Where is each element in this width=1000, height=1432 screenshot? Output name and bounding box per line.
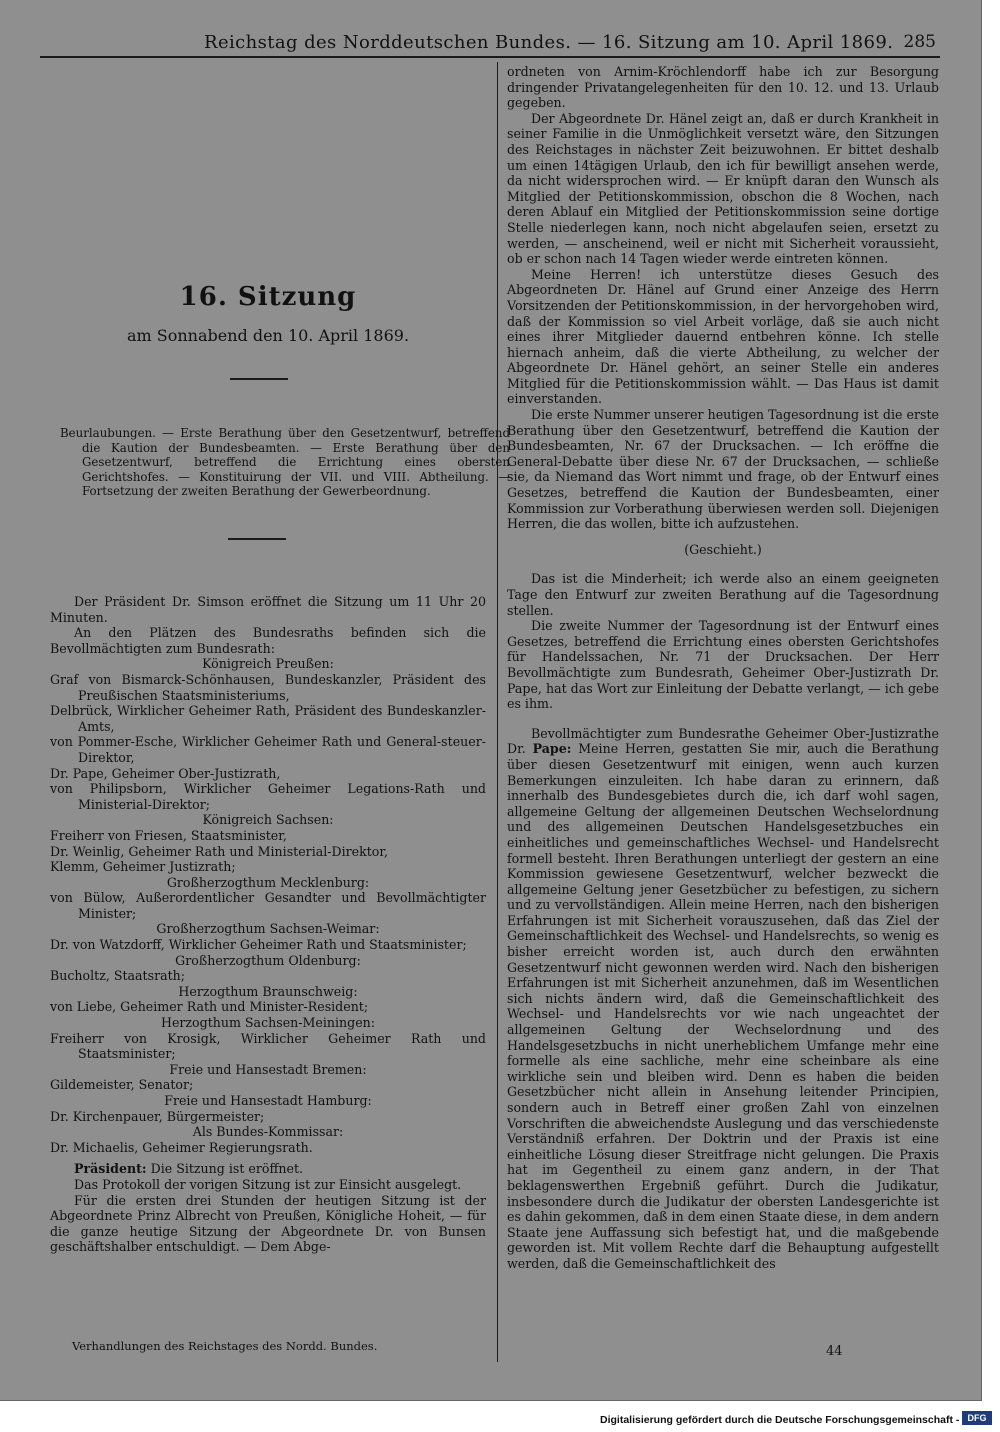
praesident-paragraph <box>50 1161 486 1177</box>
plenipotentiary-entry: Freiherr von Krosigk, Wirklicher Geheimer Rath und Staatsminister; <box>50 1030 486 1062</box>
session-title: 16. Sitzung <box>179 282 357 312</box>
speech-text: Meine Herren, gestatten Sie mir, auch die Berathung über diesen Gesetzentwurf mit einigen, wenn auch kurzen Bemerkungen einzuleiten. Ich habe daran zu erinnern, daß innerhalb des Bundesgebietes durch die, ich darf wohl sagen, allgemeine Geltung der allgemeinen Deutschen Wechselordnung und des allgemeinen Deutschen Handelsgesetzbuches ein einheitliches und gemeinschaftliches Wechsel- und Handelsrecht formell besteht. Ihren Berathungen unterliegt der gestern an eine Kommission gewiesene Gesetzentwurf, welcher bezweckt die allgemeine Geltung jener Gesetzbücher zu befestigen, zu sichern und zu vervollständigen. Allein meine Herren, nach den bisherigen Erfahrungen ist mit Sicherheit vorauszusehen, daß das Ziel der Gemeinschaftlichkeit des Wechsel- und Handelsrechts, so wenig es bisher erreicht worden ist, auch durch den erwähnten Gesetzentwurf nicht gewonnen werden wird. Nach den bisherigen Erfahrungen ist mit Sicherheit anzunehmen, daß im Wesentlichen sich nichts ändern wird, daß die Gemeinschaftlichkeit des Wechsel- und Handelsrechts vor wie nach ungeachtet der allgemeinen Geltung der Wechselordnung und des Handelsgesetzbuchs in nicht unerheblichem Umfange mehr eine formelle als eine sachliche, mehr eine scheinbare als eine wirkliche sein und bleiben wird. Denn es haben die beiden Gesetzbücher nicht allein in Ansehung leitender Principien, sondern auch in Betreff einer großen Zahl von einzelnen Vorschriften die abweichendste Auslegung und das verschiedenste Verständniß erfahren. Der Doktrin und der Praxis ist eine einheitliche Lösung dieser Streitfrage nicht gelungen. Die Praxis hat im Gegentheil zu einem ganz andern, in der That beklagenswerthen Ergebniß geführt. Durch die Judikatur, insbesondere durch die Judikatur der obersten Landesgerichte ist es dahin gekommen, daß in dem einen Staate diese, in dem andern Staate jene Auffassung sich befestigt hat, und die maßgebende geworden ist. Mit vollem Rechte darf die Behauptung aufgestellt werden, daß die Gemeinschaftlichkeit des <box>507 741 939 1271</box>
plenipotentiary-entry: Dr. Kirchenpauer, Bürgermeister; <box>50 1108 265 1124</box>
left-column <box>50 594 486 1255</box>
state-heading: Großherzogthum Oldenburg: <box>175 952 361 968</box>
state-heading: Herzogthum Braunschweig: <box>178 983 358 999</box>
plenipotentiary-entry: von Philipsborn, Wirklicher Geheimer Legations-Rath und Ministerial-Direktor; <box>50 781 486 812</box>
state-heading: Großherzogthum Mecklenburg: <box>166 874 370 890</box>
column-divider <box>497 62 498 1362</box>
paragraph: Das ist die Minderheit; ich werde also an einem geeigneten Tage den Entwurf zur zweiten Berathung auf die Tagesordnung stellen. <box>507 571 939 618</box>
speaker-intro: Bevollmächtigter zum Bundesrathe Geheimer Ober-Justizrathe Dr. <box>507 725 939 757</box>
plenipotentiary-entry: Dr. von Watzdorff, Wirklicher Geheimer Rath und Staatsminister; <box>50 937 467 953</box>
session-date: am Sonnabend den 10. April 1869. <box>126 326 410 345</box>
plenipotentiary-entry: Delbrück, Wirklicher Geheimer Rath, Präsident des Bundeskanzler-Amts, <box>50 703 486 734</box>
signature-mark: 44 <box>826 1344 843 1359</box>
footnote: Verhandlungen des Reichstages des Nordd. Bundes. <box>72 1339 378 1353</box>
paragraph: Die zweite Nummer der Tagesordnung ist der Entwurf eines Gesetzes, betreffend die Errichtung eines obersten Gerichtshofes für Handelssachen, Nr. 71 der Drucksachen. Der Herr Bevollmächtigte zum Bundesrath, Geheimer Ober-Justizrath Dr. Pape, hat das Wort zur Einleitung der Debatte verlangt, — ich gebe es ihm. <box>507 618 939 712</box>
state-heading: Herzogthum Sachsen-Meiningen: <box>160 1015 376 1031</box>
urlaub-paragraph: Für die ersten drei Stunden der heutigen Sitzung ist der Abgeordnete Prinz Albrecht von Preußen, Königliche Hoheit, — für die ganze heutige Sitzung der Abgeordnete Dr. von Bunsen geschäftshalber entschuldigt. — Dem Abge- <box>50 1192 486 1255</box>
page-number: 285 <box>903 32 936 52</box>
paragraph: Meine Herren! ich unterstütze dieses Gesuch des Abgeordneten Dr. Hänel auf Grund einer Anzeige des Herrn Vorsitzenden der Petitionskommission, in der hervorgehoben wird, daß der Kommission so viel Arbeit vorläge, daß sie auch nicht eines ihrer Mitglieder dauernd entbehren könne. Ich stelle hiernach anheim, daß die vierte Abtheilung, zu welcher der Abgeordnete Dr. Hänel gehört, an seiner Stelle ein anderes Mitglied für die Petitionskommission wählt. — Das Haus ist damit einverstanden. <box>507 266 939 407</box>
state-heading: Freie und Hansestadt Hamburg: <box>164 1093 372 1108</box>
stage-direction: (Geschieht.) <box>684 541 762 557</box>
plenipotentiary-entry: Dr. Pape, Geheimer Ober-Justizrath, <box>50 765 281 781</box>
dfg-logo: DFG <box>962 1411 992 1425</box>
header-title: Reichstag des Norddeutschen Bundes. — 16. Sitzung am 10. April 1869. <box>204 32 894 53</box>
opening-paragraph: Der Präsident Dr. Simson eröffnet die Sitzung um 11 Uhr 20 Minuten. <box>50 594 486 625</box>
state-heading: Königreich Sachsen: <box>202 812 334 828</box>
running-header <box>40 32 940 58</box>
plenipotentiary-entry: von Liebe, Geheimer Rath und Minister-Resident; <box>50 999 369 1015</box>
plenipotentiary-entry: Dr. Michaelis, Geheimer Regierungsrath. <box>50 1139 313 1155</box>
plenipotentiary-entry: Gildemeister, Senator; <box>50 1077 194 1093</box>
plenipotentiary-entry: Dr. Weinlig, Geheimer Rath und Ministerial-Direktor, <box>50 843 389 859</box>
paragraph: ordneten von Arnim-Kröchlendorff habe ich zur Besorgung dringender Privatangelegenheiten für den 10. 12. und 13. Urlaub gegeben. <box>507 64 939 111</box>
plenipotentiary-list <box>50 656 486 1155</box>
plaetze-paragraph: An den Plätzen des Bundesraths befinden sich die Bevollmächtigten zum Bundesrath: <box>50 625 486 656</box>
plenipotentiary-entry: von Bülow, Außerordentlicher Gesandter und Bevollmächtigter Minister; <box>50 890 486 921</box>
speech-paragraph <box>507 726 939 1272</box>
separator-rule <box>230 378 288 380</box>
paragraph: Der Abgeordnete Dr. Hänel zeigt an, daß er durch Krankheit in seiner Familie in die Unmöglichkeit versetzt wäre, den Sitzungen des Reichstages in nächster Zeit beizuwohnen. Er bittet deshalb um einen 14tägigen Urlaub, den ich für bewilligt ansehen werde, da nicht widersprochen wird. — Er knüpft daran den Wunsch als Mitglied der Petitionskommission, obschon die 8 Wochen, nach deren Ablauf ein Mitglied der Petitionskommission seine dortige Stelle niederlegen kann, noch nicht abgelaufen seien, ersetzt zu werden, — anscheinend, weil er nicht mit Sicherheit voraussieht, ob er schon nach 14 Tagen wieder werde eintreten können. <box>507 110 939 267</box>
plenipotentiary-entry: Klemm, Geheimer Justizrath; <box>50 859 236 875</box>
state-heading: Königreich Preußen: <box>202 656 334 672</box>
digitization-credit: Digitalisierung gefördert durch die Deutsche Forschungsgemeinschaft - <box>600 1414 960 1426</box>
paragraph: Die erste Nummer unserer heutigen Tagesordnung ist die erste Berathung über den Gesetzentwurf, betreffend die Kaution der Bundesbeamten, Nr. 67 der Drucksachen. — Ich eröffne die General-Debatte über diese Nr. 67 der Drucksachen, — schließe sie, da Niemand das Wort nimmt und frage, ob der Entwurf eines Gesetzes, betreffend die Kaution der Bundesbeamten, einer Kommission zur Vorberathung überwiesen werden soll. Diejenigen Herren, die das wollen, bitte ich aufzustehen. <box>507 407 939 532</box>
plenipotentiary-entry: von Pommer-Esche, Wirklicher Geheimer Rath und General-steuer-Direktor, <box>50 734 486 765</box>
speaker-name: Pape: <box>532 741 572 757</box>
plenipotentiary-entry: Bucholtz, Staatsrath; <box>50 968 186 984</box>
separator-rule <box>228 538 286 540</box>
plenipotentiary-entry: Graf von Bismarck-Schönhausen, Bundeskanzler, Präsident des Preußischen Staatsministeriums, <box>50 671 486 703</box>
speaker-text: Die Sitzung ist eröffnet. <box>150 1161 304 1177</box>
protokoll-paragraph: Das Protokoll der vorigen Sitzung ist zur Einsicht ausgelegt. <box>74 1176 462 1192</box>
state-heading: Freie und Hansestadt Bremen: <box>169 1061 367 1077</box>
plenipotentiary-entry: Freiherr von Friesen, Staatsminister, <box>50 827 287 843</box>
speaker-label: Präsident: <box>74 1161 147 1177</box>
state-heading: Als Bundes-Kommissar: <box>192 1124 344 1140</box>
agenda-summary: Beurlaubungen. — Erste Berathung über den Gesetzentwurf, betreffend die Kaution der Bundesbeamten. — Erste Berathung über den Gesetzentwurf, betreffend die Errichtung eines obersten Gerichtshofes. — Konstituirung der VII. und VIII. Abtheilung. — Fortsetzung der zweiten Berathung der Gewerbeordnung. <box>60 426 510 499</box>
state-heading: Großherzogthum Sachsen-Weimar: <box>156 921 380 937</box>
right-column <box>507 64 939 1272</box>
